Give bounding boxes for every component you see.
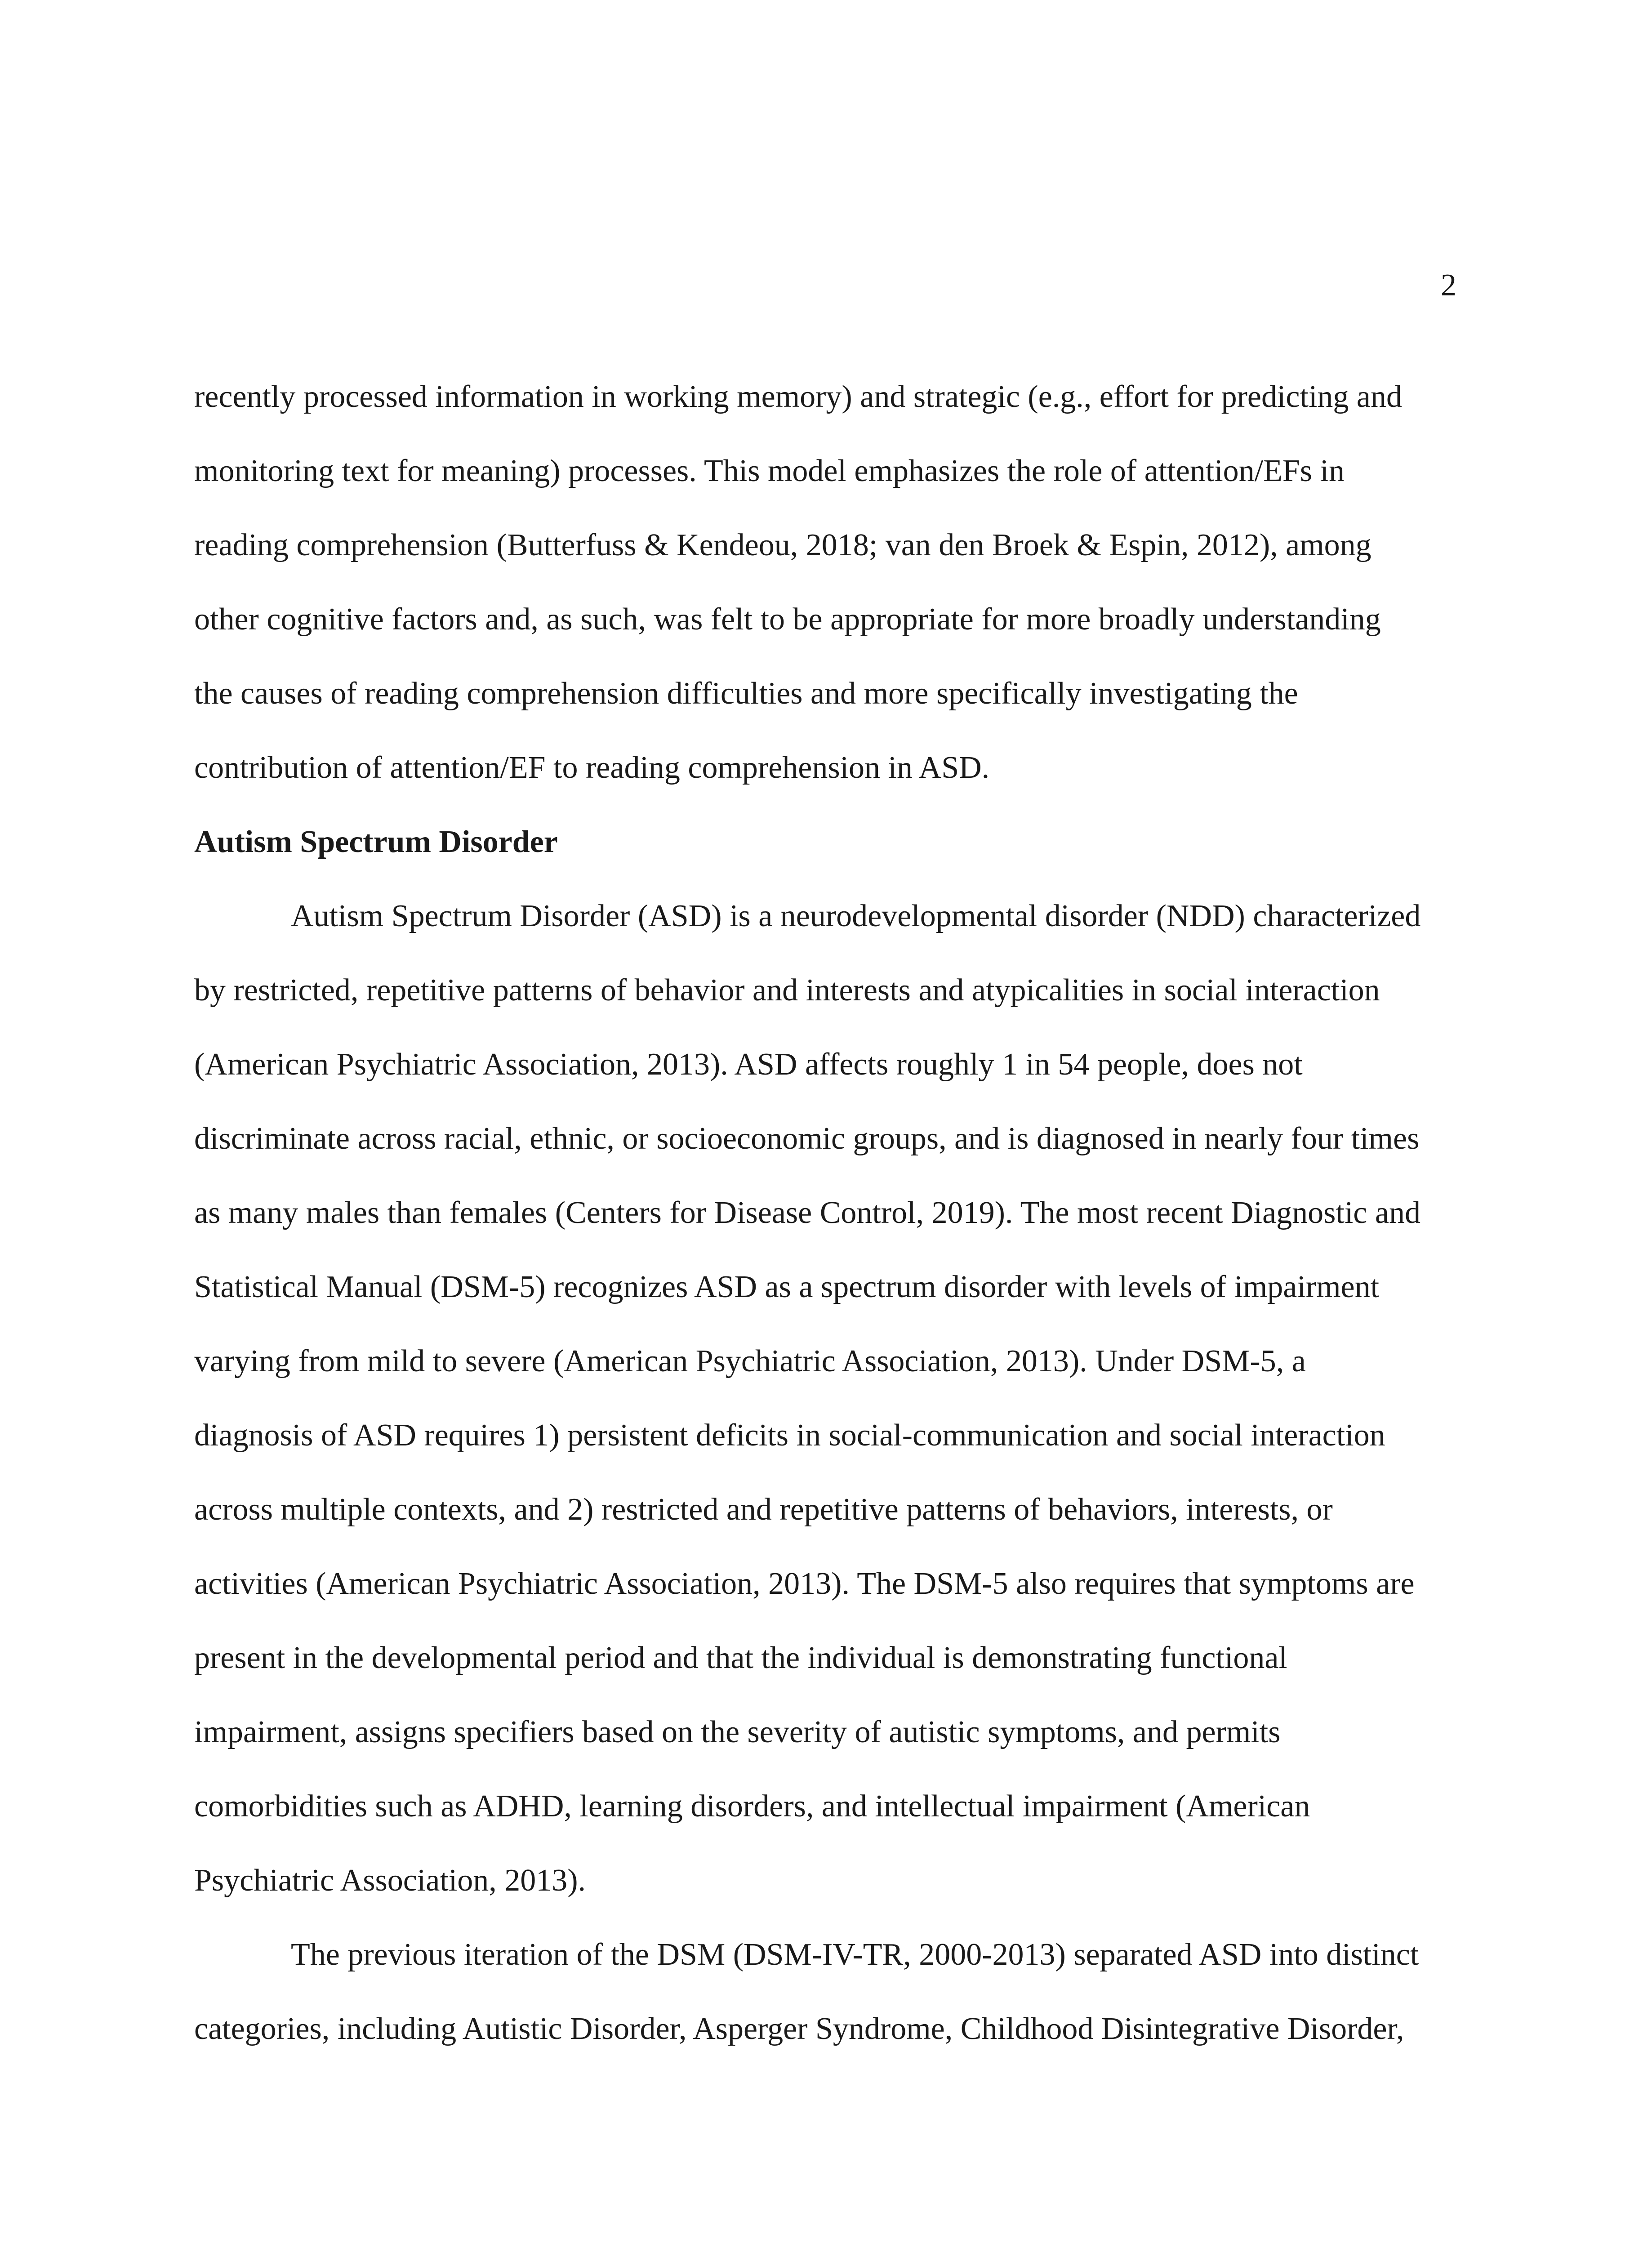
text-line: discriminate across racial, ethnic, or socioeconomic groups, and is diagnosed in nearly four times [194, 1121, 1420, 1156]
text-line: comorbidities such as ADHD, learning disorders, and intellectual impairment (American [194, 1789, 1310, 1824]
text-line: present in the developmental period and that the individual is demonstrating functional [194, 1641, 1287, 1675]
text-line: impairment, assigns specifiers based on the severity of autistic symptoms, and permits [194, 1715, 1281, 1749]
paragraph-dsm-history [194, 1918, 1466, 2066]
text-line: contribution of attention/EF to reading comprehension in ASD. [194, 750, 990, 785]
text-line: Autism Spectrum Disorder (ASD) is a neurodevelopmental disorder (NDD) characterized [291, 899, 1421, 933]
text-line: across multiple contexts, and 2) restricted and repetitive patterns of behaviors, interests, or [194, 1492, 1333, 1527]
text-line: varying from mild to severe (American Psychiatric Association, 2013). Under DSM-5, a [194, 1344, 1306, 1378]
text-line: monitoring text for meaning) processes. This model emphasizes the role of attention/EFs in [194, 454, 1345, 488]
text-line: categories, including Autistic Disorder, Asperger Syndrome, Childhood Disintegrative Disorder, [194, 2012, 1404, 2046]
text-line: by restricted, repetitive patterns of behavior and interests and atypicalities in social interaction [194, 973, 1380, 1008]
text-line: the causes of reading comprehension difficulties and more specifically investigating the [194, 676, 1298, 711]
page-number: 2 [1441, 268, 1456, 303]
document-body [194, 360, 1466, 2066]
text-line: diagnosis of ASD requires 1) persistent deficits in social-communication and social interaction [194, 1418, 1385, 1453]
text-line: The previous iteration of the DSM (DSM-IV-TR, 2000-2013) separated ASD into distinct [291, 1937, 1419, 1972]
text-line: other cognitive factors and, as such, was felt to be appropriate for more broadly understanding [194, 602, 1381, 637]
paragraph-continued [194, 360, 1466, 805]
paragraph-asd-definition [194, 879, 1466, 1918]
text-line: reading comprehension (Butterfuss & Kendeou, 2018; van den Broek & Espin, 2012), among [194, 528, 1371, 562]
section-heading: Autism Spectrum Disorder [194, 825, 558, 859]
text-line: activities (American Psychiatric Association, 2013). The DSM-5 also requires that symptoms are [194, 1566, 1415, 1601]
text-line: Statistical Manual (DSM-5) recognizes ASD as a spectrum disorder with levels of impairment [194, 1270, 1380, 1304]
text-line: Psychiatric Association, 2013). [194, 1863, 586, 1898]
text-line: (American Psychiatric Association, 2013). ASD affects roughly 1 in 54 people, does not [194, 1047, 1303, 1082]
text-line: recently processed information in working memory) and strategic (e.g., effort for predicting and [194, 379, 1402, 414]
text-line: as many males than females (Centers for Disease Control, 2019). The most recent Diagnostic and [194, 1195, 1420, 1230]
